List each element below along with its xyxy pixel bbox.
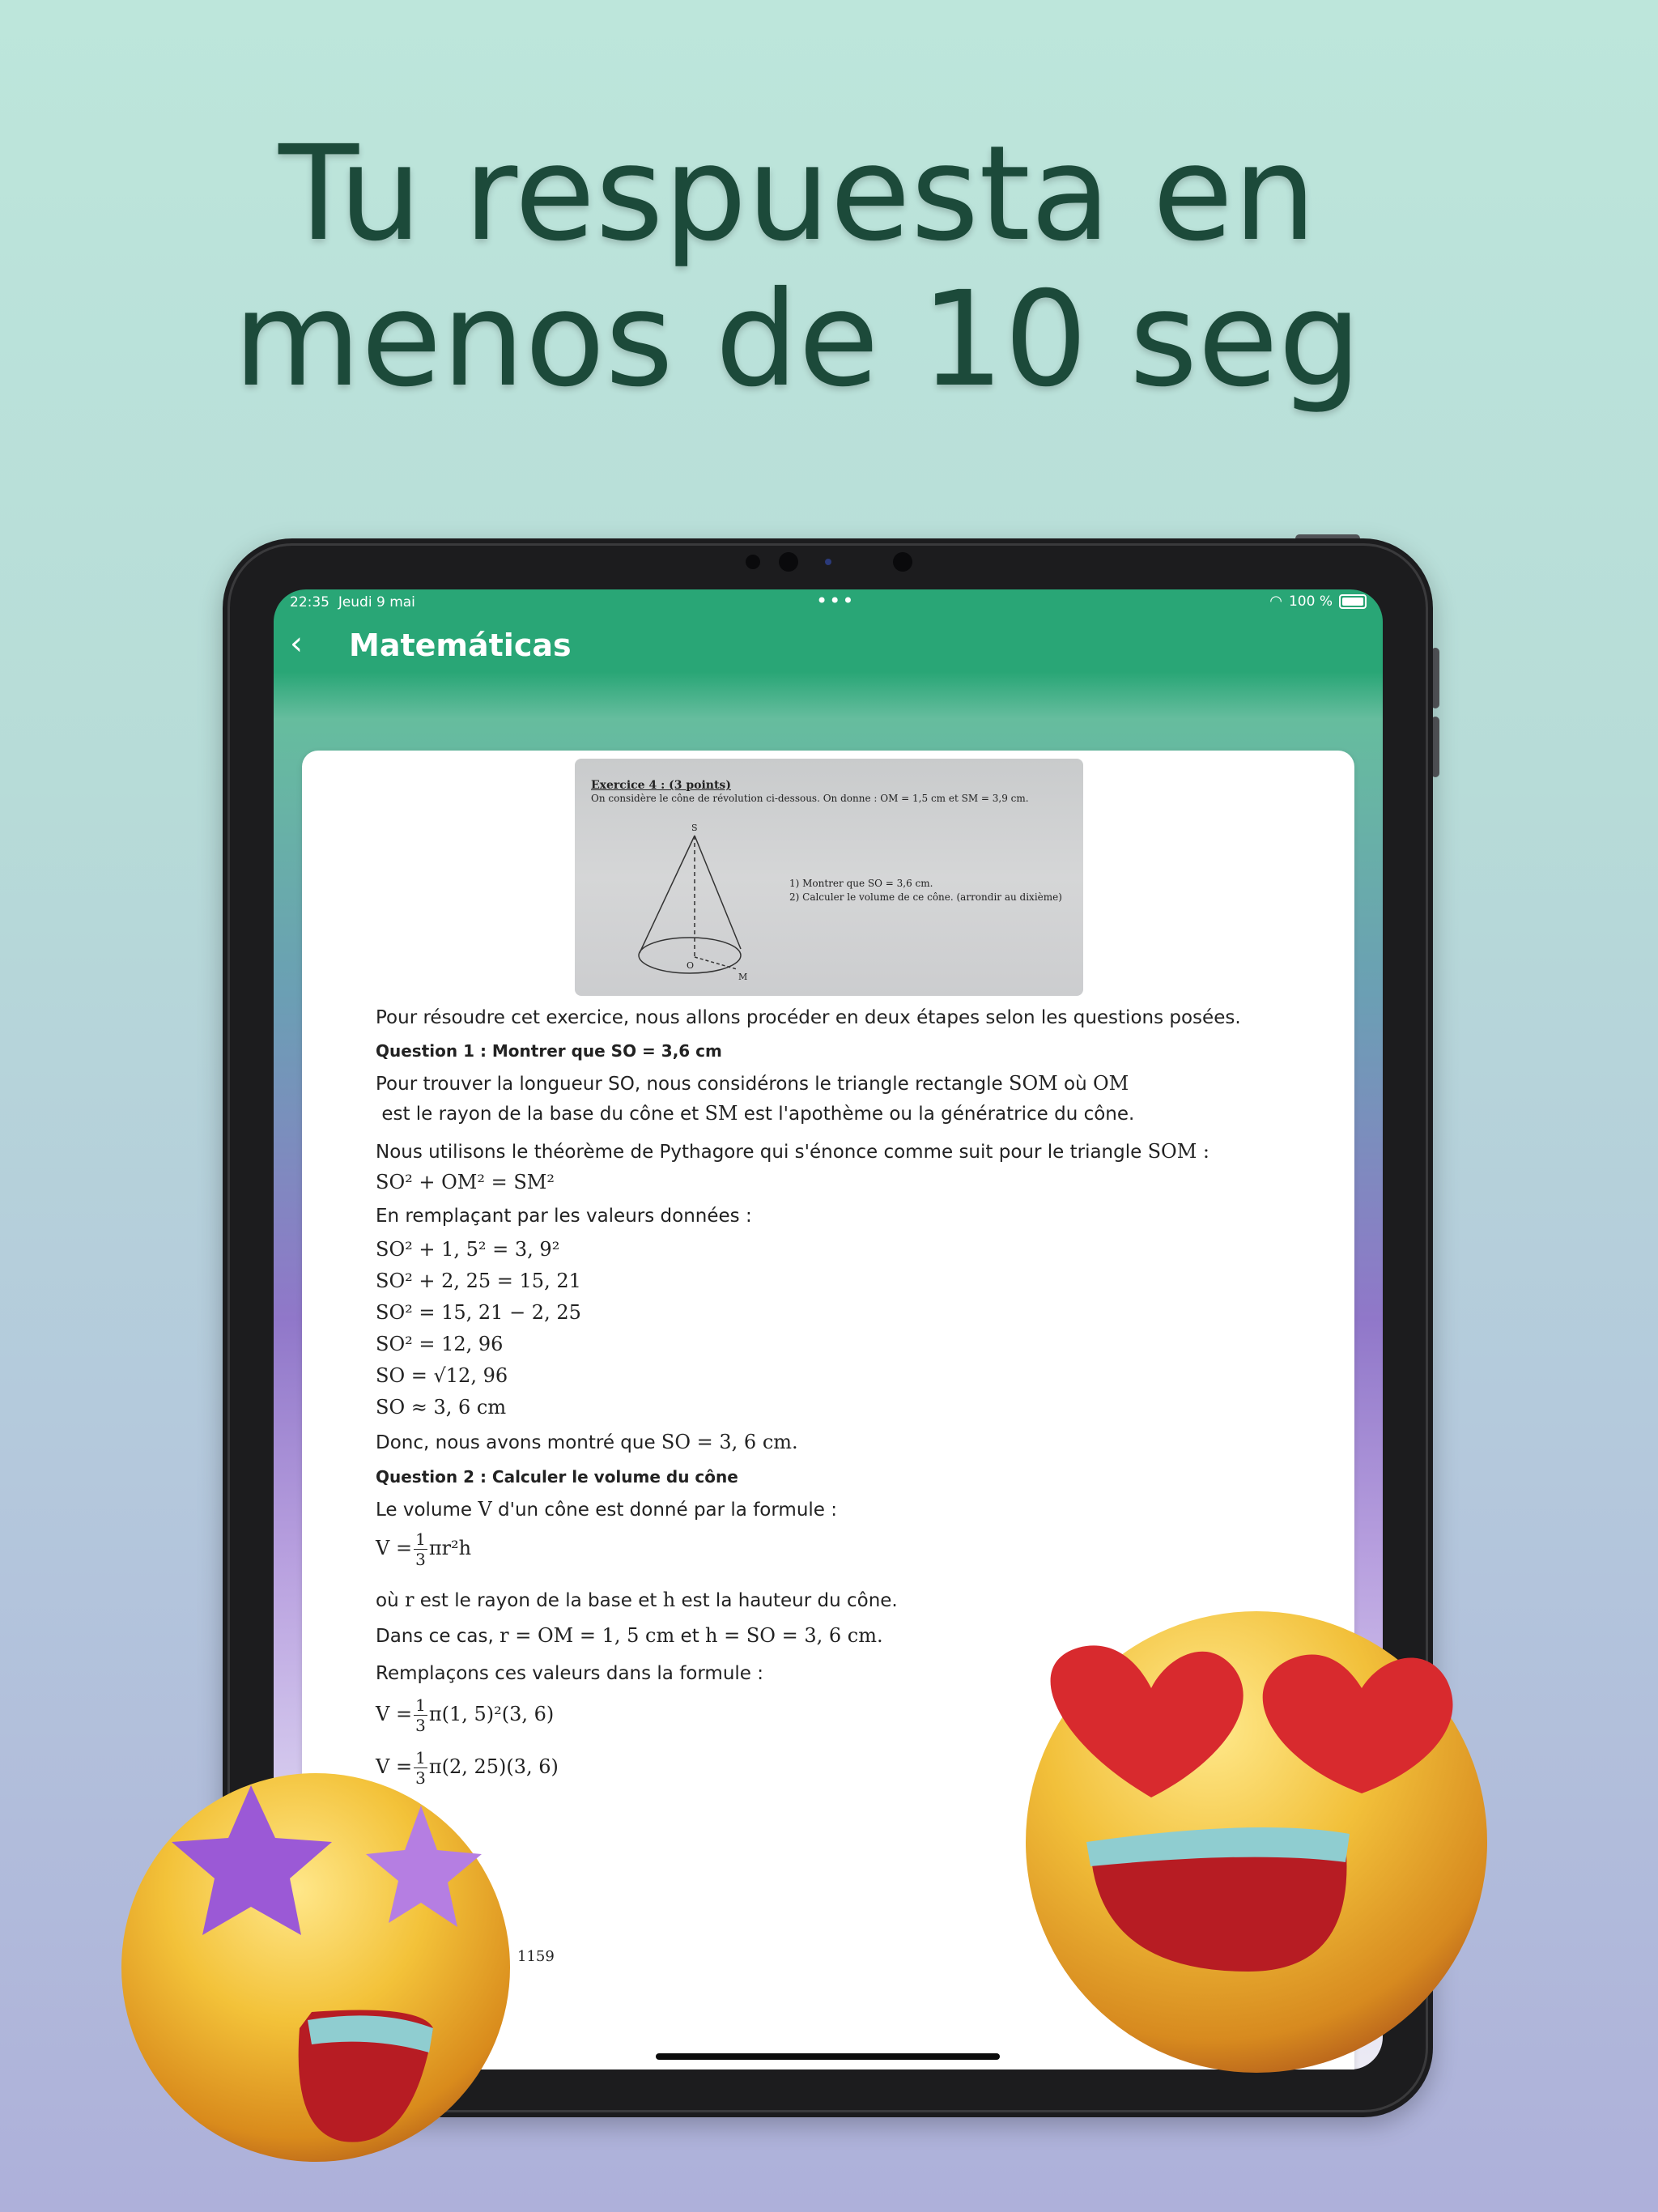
- nav-bar: [274, 617, 1383, 674]
- label-m: M: [738, 972, 748, 982]
- intro-text: Pour résoudre cet exercice, nous allons procéder en deux étapes selon les questions posées.: [376, 1007, 1241, 1028]
- paragraph-4: Donc, nous avons montré que SO = 3, 6 cm.: [376, 1431, 798, 1453]
- star-struck-emoji-icon: [113, 1761, 526, 2166]
- paragraph-1a: Pour trouver la longueur SO, nous considérons le triangle rectangle SOM où OM: [376, 1072, 1129, 1095]
- cone-edge-left: [640, 836, 695, 953]
- paragraph-6: où r est le rayon de la base et h est la hauteur du cône.: [376, 1589, 898, 1611]
- headline-line-2: menos de 10 seg: [233, 264, 1362, 416]
- equation-3: SO² + 2, 25 = 15, 21: [376, 1270, 581, 1292]
- question-2-heading: Question 2 : Calculer le volume du cône: [376, 1467, 738, 1487]
- exercise-question-1: 1) Montrer que SO = 3,6 cm.: [789, 878, 933, 889]
- equation-10: V = $\frac{1}{3}$ π(2, 25)(3, 6): [376, 1748, 559, 1788]
- status-bar: [274, 589, 1383, 617]
- exercise-question-2: 2) Calculer le volume de ce cône. (arrondir au dixième): [789, 891, 1062, 903]
- equation-7: SO ≈ 3, 6 cm: [376, 1396, 507, 1419]
- paragraph-2: Nous utilisons le théorème de Pythagore qui s'énonce comme suit pour le triangle SOM :: [376, 1140, 1209, 1163]
- truncated-equation: 1159: [517, 1948, 555, 1965]
- status-right: [1269, 593, 1367, 610]
- cone-radius: [695, 957, 737, 969]
- sensor-icon: [893, 552, 912, 572]
- equation-6: SO = √12, 96: [376, 1364, 508, 1387]
- headline: [0, 118, 1595, 416]
- battery-icon: [1339, 594, 1367, 609]
- paragraph-8: Remplaçons ces valeurs dans la formule :: [376, 1663, 764, 1684]
- label-s: S: [691, 823, 698, 833]
- page-title: Matemáticas: [349, 627, 572, 663]
- exercise-statement: On considère le cône de révolution ci-dessous. On donne : OM = 1,5 cm et SM = 3,9 cm.: [591, 793, 1029, 804]
- sensor-icon: [779, 552, 798, 572]
- label-o: O: [687, 960, 695, 971]
- home-indicator[interactable]: [656, 2053, 1000, 2060]
- equation-1: SO² + OM² = SM²: [376, 1171, 555, 1193]
- cone-edge-right: [695, 836, 741, 949]
- exercise-photo: [575, 759, 1083, 996]
- cone-diagram: [623, 819, 769, 989]
- equation-2: SO² + 1, 5² = 3, 9²: [376, 1238, 560, 1261]
- question-1-heading: Question 1 : Montrer que SO = 3,6 cm: [376, 1041, 722, 1061]
- equation-4: SO² = 15, 21 − 2, 25: [376, 1301, 581, 1324]
- paragraph-3: En remplaçant par les valeurs données :: [376, 1206, 752, 1227]
- multitasking-dots[interactable]: •••: [816, 589, 856, 612]
- paragraph-5: Le volume V d'un cône est donné par la formule :: [376, 1498, 837, 1521]
- back-chevron-icon[interactable]: ‹: [290, 625, 303, 662]
- headline-line-1: Tu respuesta en: [278, 118, 1316, 270]
- exercise-title: Exercice 4 : (3 points): [591, 779, 731, 792]
- equation-9: V = $\frac{1}{3}$ π(1, 5)²(3, 6): [376, 1695, 555, 1735]
- camera-icon: [825, 559, 831, 565]
- paragraph-1b: est le rayon de la base du cône et SM est l'apothème ou la génératrice du cône.: [381, 1102, 1135, 1125]
- paragraph-7: Dans ce cas, r = OM = 1, 5 cm et h = SO = 3, 6 cm.: [376, 1624, 883, 1647]
- wifi-icon: ◠: [1269, 593, 1282, 610]
- equation-8: V = $\frac{1}{3}$ πr²h: [376, 1529, 472, 1569]
- heart-eyes-emoji-icon: [1022, 1599, 1491, 2077]
- sensor-icon: [746, 555, 760, 569]
- battery-percent: 100 %: [1288, 593, 1333, 610]
- equation-5: SO² = 12, 96: [376, 1333, 504, 1355]
- status-time: 22:35 Jeudi 9 mai: [290, 594, 415, 610]
